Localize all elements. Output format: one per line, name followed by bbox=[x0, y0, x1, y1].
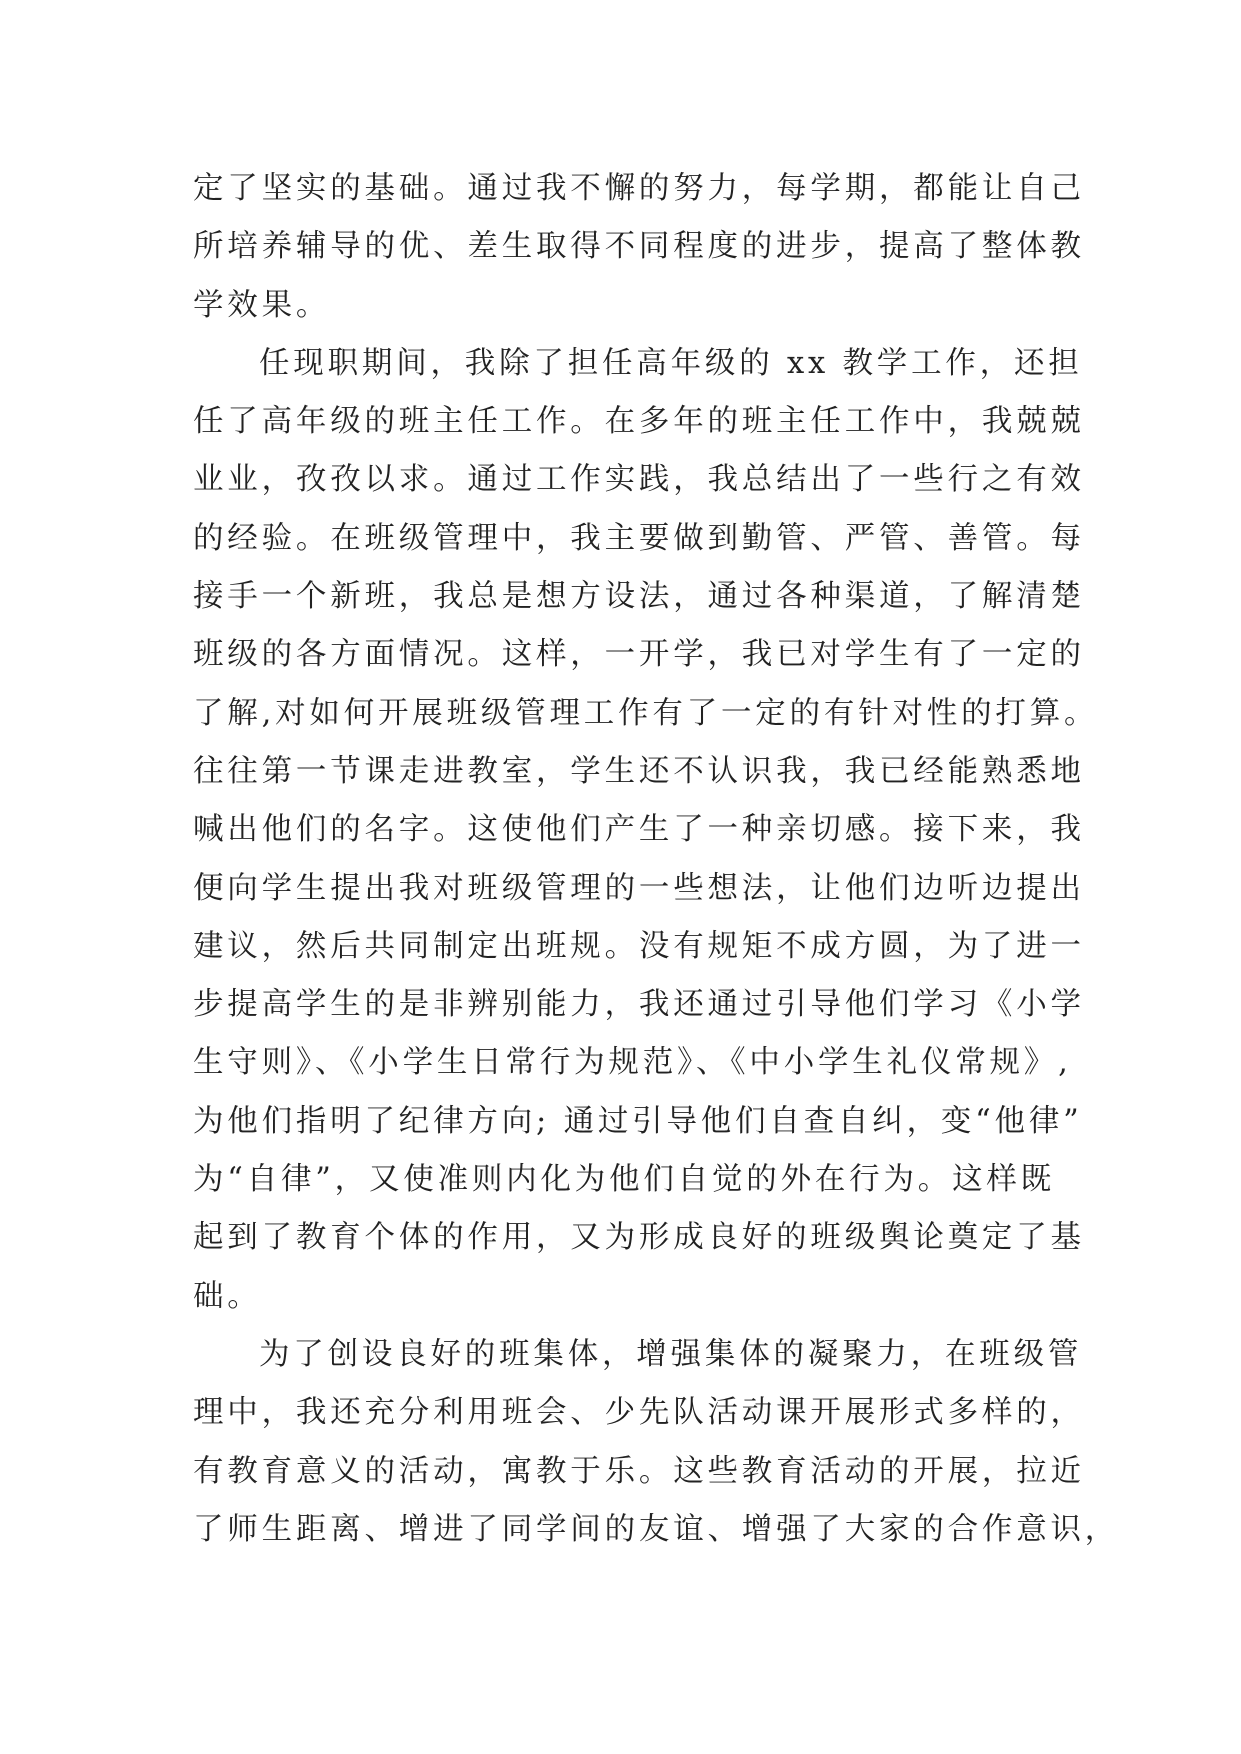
text-line: 步提高学生的是非辨别能力，我还通过引导他们学习《小学 bbox=[193, 987, 1085, 1023]
text-line: 便向学生提出我对班级管理的一些想法，让他们边听边提出 bbox=[193, 870, 1085, 906]
text-line: 起到了教育个体的作用，又为形成良好的班级舆论奠定了基 bbox=[193, 1220, 1085, 1256]
text-line: 理中，我还充分利用班会、少先队活动课开展形式多样的， bbox=[193, 1395, 1085, 1431]
body-text bbox=[193, 160, 1120, 1559]
text-line: 喊出他们的名字。这使他们产生了一种亲切感。接下来，我 bbox=[193, 812, 1085, 848]
text-line: 的经验。在班级管理中，我主要做到勤管、严管、善管。每 bbox=[193, 520, 1085, 556]
text-line: 生守则》、《小学生日常行为规范》、《中小学生礼仪常规》, bbox=[193, 1045, 1072, 1081]
text-line: 定了坚实的基础。通过我不懈的努力，每学期，都能让自己 bbox=[193, 171, 1085, 206]
text-line: 所培养辅导的优、差生取得不同程度的进步，提高了整体教 bbox=[193, 229, 1085, 265]
text-line: 了师生距离、增进了同学间的友谊、增强了大家的合作意识， bbox=[193, 1511, 1120, 1547]
text-line: 接手一个新班，我总是想方设法，通过各种渠道，了解清楚 bbox=[193, 579, 1085, 615]
text-line: 建议，然后共同制定出班规。没有规矩不成方圆，为了进一 bbox=[193, 928, 1085, 964]
text-line: 班级的各方面情况。这样，一开学，我已对学生有了一定的 bbox=[193, 637, 1085, 673]
paragraph-first-line: 任现职期间，我除了担任高年级的 xx 教学工作，还担 bbox=[259, 345, 1083, 381]
text-line: 为“自律”，又使准则内化为他们自觉的外在行为。这样既 bbox=[193, 1162, 1055, 1198]
text-line: 业业，孜孜以求。通过工作实践，我总结出了一些行之有效 bbox=[193, 462, 1085, 498]
text-line: 往往第一节课走进教室，学生还不认识我，我已经能熟悉地 bbox=[193, 753, 1085, 789]
paragraph-first-line: 为了创设良好的班集体，增强集体的凝聚力，在班级管 bbox=[259, 1336, 1083, 1372]
text-line: 为他们指明了纪律方向; 通过引导他们自查自纠，变“他律” bbox=[193, 1103, 1083, 1139]
text-line: 了解,对如何开展班级管理工作有了一定的有针对性的打算。 bbox=[193, 695, 1099, 731]
text-line: 础。 bbox=[193, 1278, 262, 1314]
text-line: 有教育意义的活动，寓教于乐。这些教育活动的开展，拉近 bbox=[193, 1453, 1085, 1489]
text-line: 学效果。 bbox=[193, 287, 331, 323]
text-line: 任了高年级的班主任工作。在多年的班主任工作中，我兢兢 bbox=[193, 404, 1085, 440]
